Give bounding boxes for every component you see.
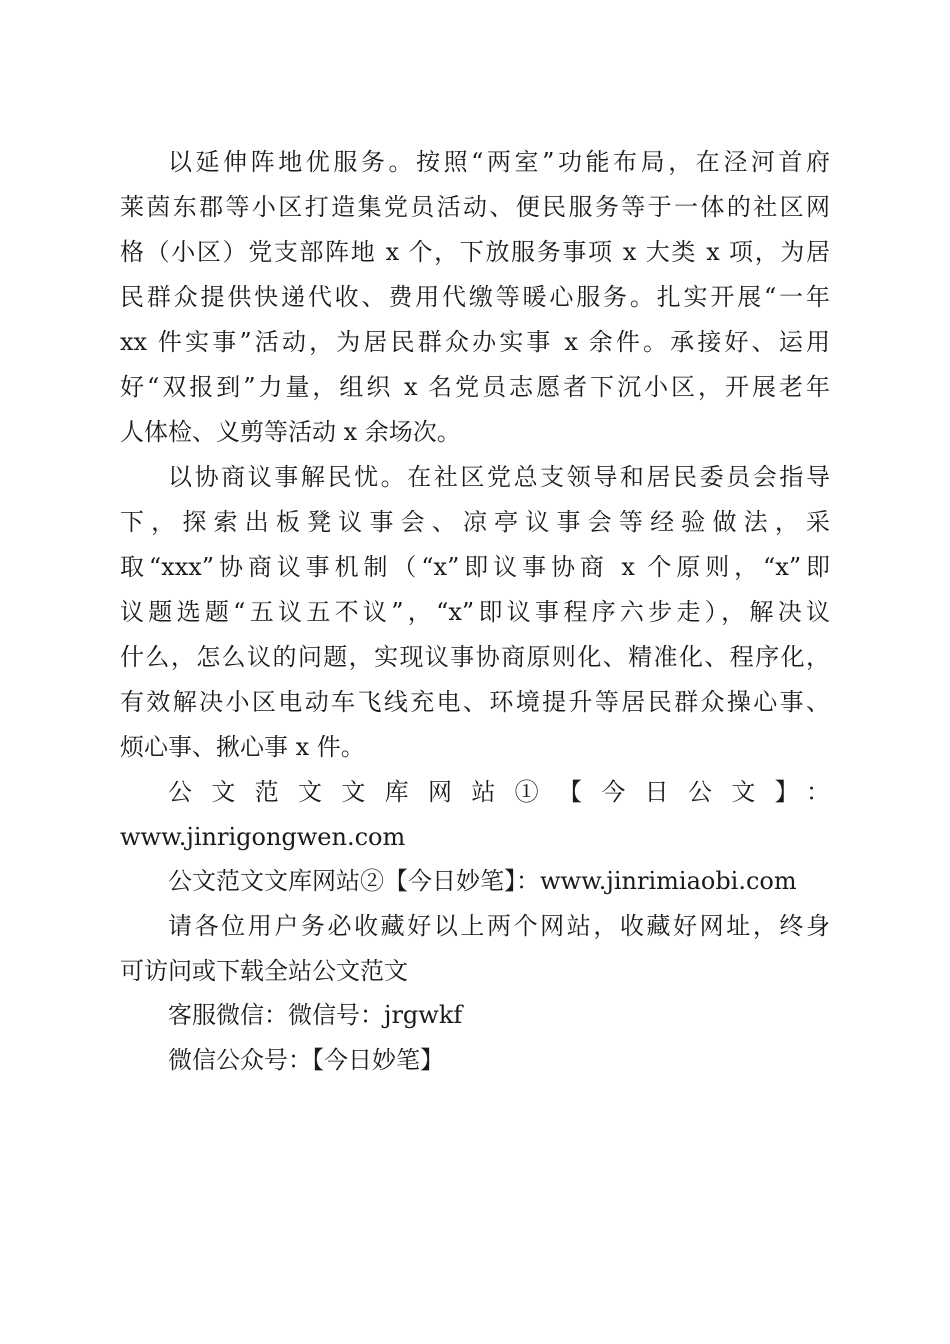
notice-line-1: 请各位用户务必收藏好以上两个网站，收藏好网址，终身 bbox=[168, 912, 830, 940]
notice-line-2: 可访问或下载全站公文范文 bbox=[120, 957, 408, 985]
paragraph-2-line-5: 什么，怎么议的问题，实现议事协商原则化、精准化、程序化， bbox=[120, 643, 830, 671]
wechat-service: 客服微信：微信号：jrgwkf bbox=[168, 1001, 463, 1029]
paragraph-2-line-7: 烦心事、揪心事 x 件。 bbox=[120, 733, 365, 761]
paragraph-2-line-1: 以协商议事解民忧。在社区党总支领导和居民委员会指导 bbox=[168, 463, 830, 491]
site-1-label: 公文范文文库网站①【今日公文】： bbox=[168, 778, 830, 806]
wechat-public-account: 微信公众号：【今日妙笔】 bbox=[168, 1046, 444, 1074]
paragraph-1-line-2: 莱茵东郡等小区打造集党员活动、便民服务等于一体的社区网 bbox=[120, 193, 830, 221]
paragraph-2-line-2: 下，探索出板凳议事会、凉亭议事会等经验做法，采 bbox=[120, 508, 830, 536]
site-1-url[interactable]: www.jinrigongwen.com bbox=[120, 823, 406, 851]
paragraph-2-line-4: 议题选题“五议五不议”，“x”即议事程序六步走），解决议 bbox=[120, 598, 830, 626]
paragraph-1-line-4: 民群众提供快递代收、费用代缴等暖心服务。扎实开展“一年 bbox=[120, 283, 830, 311]
paragraph-1-line-5: xx 件实事”活动，为居民群众办实事 x 余件。承接好、运用 bbox=[120, 328, 830, 356]
paragraph-1-line-7: 人体检、义剪等活动 x 余场次。 bbox=[120, 418, 461, 446]
paragraph-2-line-3: 取“xxx”协商议事机制（“x”即议事协商 x 个原则，“x”即 bbox=[120, 553, 830, 581]
paragraph-1-line-3: 格（小区）党支部阵地 x 个，下放服务事项 x 大类 x 项，为居 bbox=[120, 238, 830, 266]
site-2-line[interactable]: 公文范文文库网站②【今日妙笔】：www.jinrimiaobi.com bbox=[168, 867, 797, 895]
paragraph-2-line-6: 有效解决小区电动车飞线充电、环境提升等居民群众操心事、 bbox=[120, 688, 830, 716]
paragraph-1-line-6: 好“双报到”力量，组织 x 名党员志愿者下沉小区，开展老年 bbox=[120, 373, 830, 401]
paragraph-1-line-1: 以延伸阵地优服务。按照“两室”功能布局，在泾河首府 bbox=[168, 148, 830, 176]
